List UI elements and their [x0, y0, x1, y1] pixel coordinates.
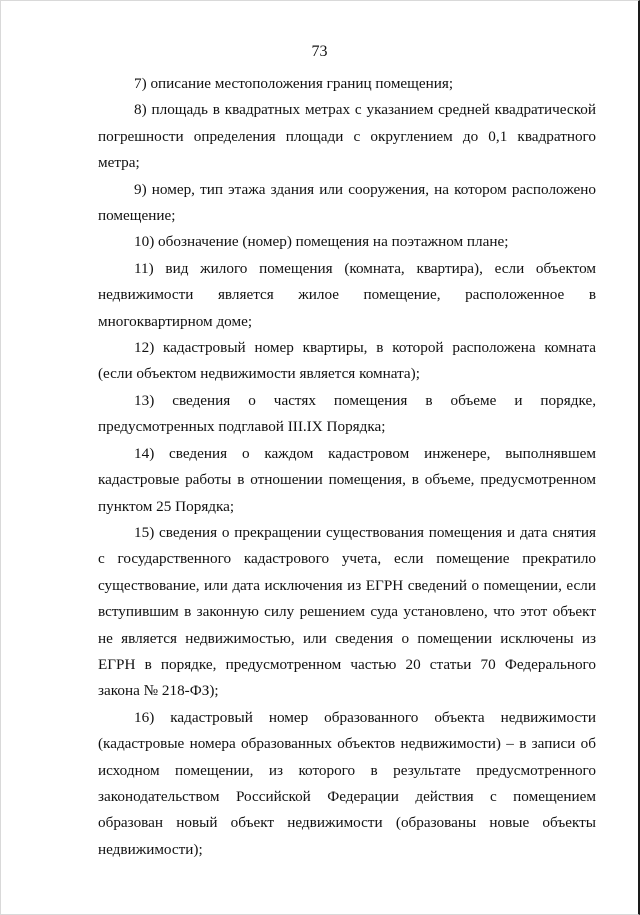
- paragraph-item-8: 8) площадь в квадратных метрах с указанием средней квадратической погрешности определения площади с округлением до 0,1 квадратного метра;: [98, 101, 596, 172]
- paragraph-item-16: 16) кадастровый номер образованного объекта недвижимости (кадастровые номера образованных объектов недвижимости) – в записи об исходном помещении, из которого в результате предусмотренного законодательством Российской Федерации действия с помещением образован новый объект недвижимости (образованы новые объекты недвижимости);: [98, 708, 596, 858]
- paragraph-item-12: 12) кадастровый номер квартиры, в которой расположена комната (если объектом недвижимости является комната);: [98, 339, 596, 383]
- paragraph-item-14: 14) сведения о каждом кадастровом инженере, выполнявшем кадастровые работы в отношении помещения, в объеме, предусмотренном пунктом 25 Порядка;: [98, 444, 596, 515]
- paragraph-item-9: 9) номер, тип этажа здания или сооружения, на котором расположено помещение;: [98, 180, 596, 225]
- page-number: 73: [311, 43, 328, 60]
- paragraph-item-15: 15) сведения о прекращении существования помещения и дата снятия с государственного кадастрового учета, если помещение прекратило существование, или дата исключения из ЕГРН сведений о помещении, если вступившим в законную силу решением суда установлено, что этот объект не является недвижимостью, или сведения о помещении исключены из ЕГРН в порядке, предусмотренном частью 20 статьи 70 Федерального закона № 218-ФЗ);: [98, 523, 596, 700]
- document-body: [98, 71, 596, 863]
- paragraph-item-10: 10) обозначение (номер) помещения на поэтажном плане;: [134, 233, 509, 251]
- paragraph-item-7: 7) описание местоположения границ помещения;: [134, 75, 454, 92]
- paragraph-item-11: 11) вид жилого помещения (комната, квартира), если объектом недвижимости является жилое помещение, расположенное в многоквартирном доме;: [98, 259, 596, 330]
- paragraph-item-13: 13) сведения о частях помещения в объеме и порядке, предусмотренных подглавой III.IX Порядка;: [98, 391, 596, 436]
